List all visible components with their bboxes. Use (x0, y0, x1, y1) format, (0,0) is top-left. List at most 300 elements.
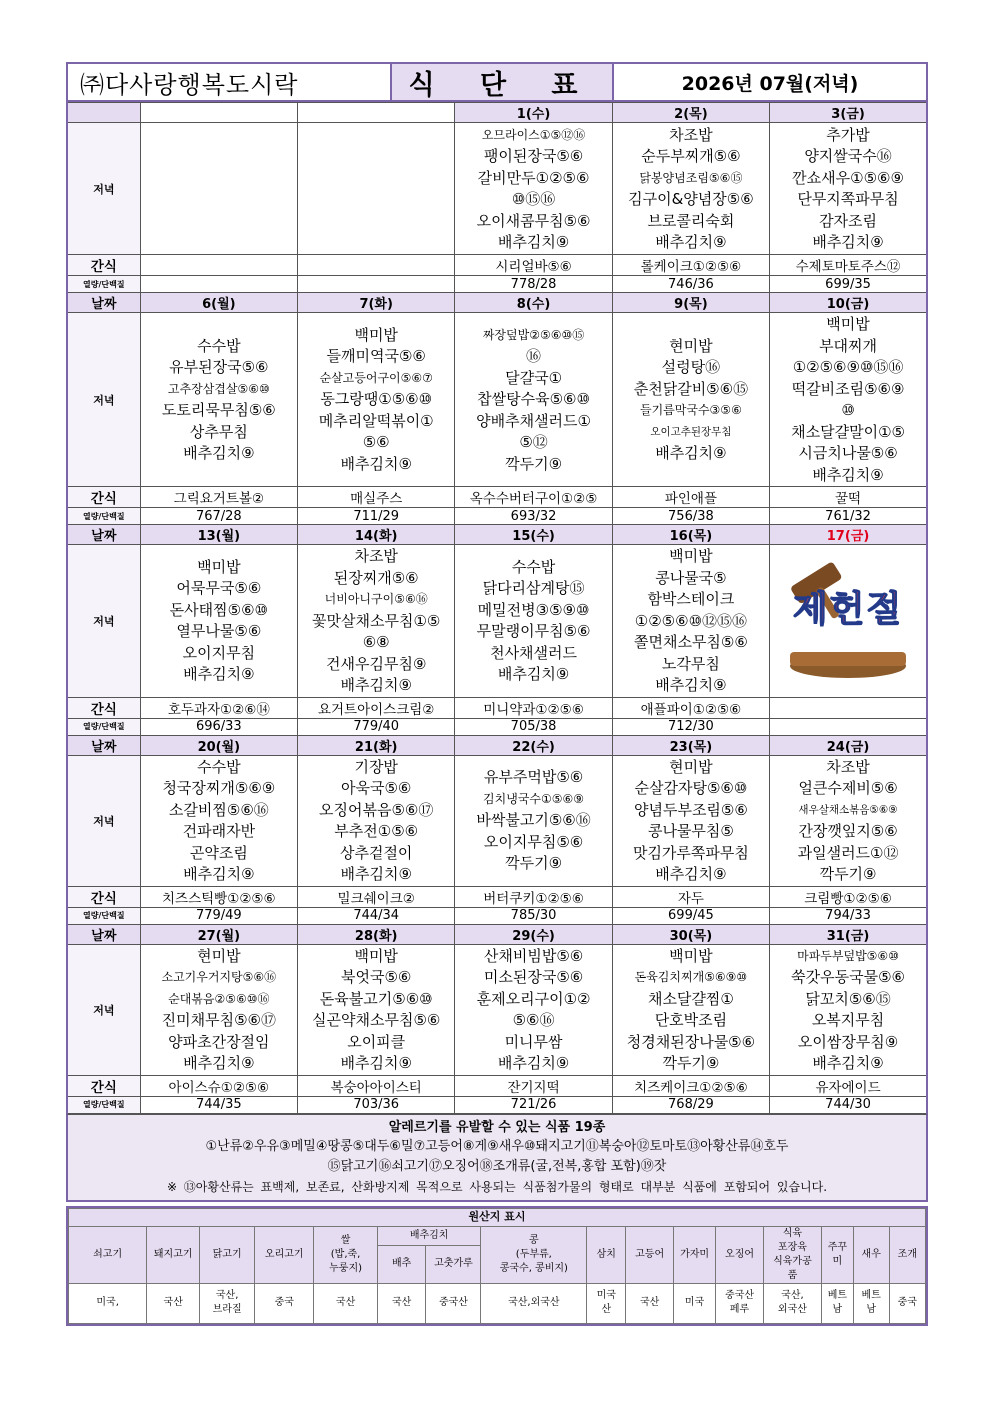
menu-item: 배추김치⑨ (497, 665, 570, 684)
origin-val-chicken-1: 국산, (215, 1290, 239, 1301)
calorie-cell: 699/35 (770, 276, 927, 293)
dinner-cell (140, 123, 297, 255)
snack-cell (770, 697, 927, 718)
origin-head-mackerel-pike: 삼치 (587, 1226, 626, 1283)
origin-val-processed-2: 외국산 (777, 1304, 807, 1315)
menu-item: 아욱국⑤⑥ (341, 779, 412, 797)
menu-item: 배추김치⑨ (812, 233, 884, 251)
menu-item: 청경채된장나물⑤⑥ (626, 1032, 756, 1051)
menu-item: 깐쇼새우①⑤⑥⑨ (792, 168, 904, 187)
menu-item: 꽃맛살채소무침①⑤ (312, 611, 441, 630)
origin-val-beef: 미국, (69, 1283, 147, 1323)
menu-item: 배추김치⑨ (497, 1054, 570, 1072)
menu-item: 오이고추된장무침 (650, 425, 732, 438)
calorie-cell: 744/35 (140, 1096, 297, 1113)
origin-head-processed-3: 식육가공 (773, 1255, 812, 1267)
calorie-cell: 705/38 (455, 718, 612, 735)
menu-item: 미니무쌈 (504, 1032, 563, 1051)
menu-item: 천사채샐러드 (490, 643, 578, 662)
origin-head-octopus (822, 1226, 854, 1283)
dinner-cell (455, 545, 612, 698)
menu-item: ⑥⑧ (362, 633, 390, 651)
menu-item: 양파초간장절임 (168, 1032, 270, 1051)
date-cell: 22(수) (455, 735, 612, 755)
menu-item: 산채비빔밥⑤⑥ (483, 946, 584, 965)
menu-item: 깍두기⑨ (505, 454, 563, 473)
menu-item: 쫄면채소무침⑤⑥ (633, 633, 748, 651)
menu-item: 채소달걀말이①⑤ (791, 422, 905, 441)
date-cell: 23(목) (612, 735, 769, 755)
snack-cell: 시리얼바⑤⑥ (455, 255, 612, 276)
snack-row (67, 487, 927, 508)
dinner-cell (298, 313, 455, 487)
menu-item: 백미밥 (669, 946, 713, 965)
menu-item: 마파두부덮밥⑤⑥⑩ (797, 948, 899, 963)
snack-row-label: 간식 (67, 487, 140, 508)
menu-item: 배추김치⑨ (340, 454, 412, 473)
origin-head-chicken: 닭고기 (200, 1226, 255, 1283)
snack-cell: 호두과자①②⑥⑭ (140, 697, 297, 718)
date-row (67, 735, 927, 755)
menu-item: 배추김치⑨ (183, 1054, 255, 1072)
dinner-cell (140, 944, 297, 1075)
origin-val-clam: 중국 (889, 1283, 925, 1323)
origin-val-mackerel-pike-1: 미국 (596, 1290, 616, 1301)
dinner-cell (770, 123, 927, 255)
origin-val-pork: 국산 (147, 1283, 200, 1323)
menu-item: 도토리묵무침⑤⑥ (161, 401, 276, 419)
origin-head-mackerel: 고등어 (626, 1226, 674, 1283)
menu-item: 깍두기⑨ (505, 854, 563, 873)
snack-row (67, 255, 927, 276)
date-row-label: 날짜 (67, 293, 140, 313)
menu-item: 떡갈비조림⑤⑥⑨ (791, 379, 905, 398)
menu-item: 무말랭이무침⑤⑥ (476, 622, 591, 641)
origin-table (66, 1206, 928, 1326)
menu-item: 달걀국① (505, 368, 563, 387)
holiday-label: 제헌절 (792, 589, 904, 631)
calorie-row (67, 1096, 927, 1113)
menu-item: 유부된장국⑤⑥ (169, 358, 269, 376)
menu-item: ①②⑤⑥⑨⑩⑮⑯ (792, 358, 904, 376)
snack-row-label: 간식 (67, 255, 140, 276)
origin-head-croaker: 가자미 (673, 1226, 715, 1283)
menu-item: 유부주먹밥⑤⑥ (483, 768, 584, 787)
origin-head-cabbage: 배추 (377, 1245, 426, 1283)
menu-item: 브로콜리숙회 (647, 211, 735, 230)
origin-val-duck: 중국 (255, 1283, 314, 1323)
calorie-cell: 756/38 (612, 508, 769, 525)
calorie-row (67, 718, 927, 735)
menu-item: 배추김치⑨ (340, 676, 412, 694)
origin-val-chicken (200, 1283, 255, 1323)
date-cell: 17(금) (770, 525, 927, 545)
snack-cell: 옥수수버터구이①②⑤ (455, 487, 612, 508)
origin-title: 원산지 표시 (69, 1208, 926, 1226)
snack-cell: 매실주스 (298, 487, 455, 508)
menu-item: 백미밥 (354, 946, 398, 965)
menu-item: 오징어볶음⑤⑥⑰ (319, 800, 434, 819)
menu-item: 순살고등어구이⑤⑥⑦ (319, 370, 433, 385)
menu-item: 너비아니구이⑤⑥⑯ (324, 592, 428, 606)
origin-head-bean-label: 콩 (529, 1234, 539, 1246)
snack-cell (298, 255, 455, 276)
origin-head-beef: 쇠고기 (69, 1226, 147, 1283)
calorie-cell: 767/28 (140, 508, 297, 525)
calorie-cell: 785/30 (455, 907, 612, 924)
menu-item: 어묵무국⑤⑥ (176, 579, 262, 598)
snack-cell: 꿀떡 (770, 487, 927, 508)
dinner-row-label: 저녁 (67, 313, 140, 487)
menu-item: 배추김치⑨ (340, 1054, 412, 1072)
menu-item: 오이지무침 (182, 643, 256, 662)
calorie-cell (298, 276, 455, 293)
dinner-row-label: 저녁 (67, 755, 140, 886)
origin-val-octopus-1: 베트 (827, 1290, 848, 1301)
menu-item: 배추김치⑨ (812, 1054, 884, 1072)
menu-item: ⑤⑥ (362, 433, 390, 452)
date-row (67, 293, 927, 313)
origin-val-cabbage: 국산 (377, 1283, 426, 1323)
menu-item: 수수밥 (197, 336, 241, 355)
date-cell: 14(화) (298, 525, 455, 545)
menu-item: 김구이&양념장⑤⑥ (628, 190, 754, 208)
menu-item: 청국장찌개⑤⑥⑨ (162, 779, 276, 797)
origin-head-octopus-2: 미 (832, 1255, 843, 1267)
calorie-cell: 721/26 (455, 1096, 612, 1113)
menu-item: 배추김치⑨ (183, 444, 255, 462)
calorie-row-label: 열량/단백질 (67, 718, 140, 735)
dinner-cell (770, 313, 927, 487)
origin-head-kimchi: 배추김치 (377, 1226, 481, 1245)
menu-item: 동그랑땡①⑤⑥⑩ (320, 390, 433, 409)
menu-item: 춘천닭갈비⑤⑥⑮ (633, 379, 749, 398)
dinner-row (67, 545, 927, 698)
dinner-cell (612, 545, 769, 698)
menu-period: 2026년 07월(저녁) (681, 72, 859, 95)
calorie-cell: 712/30 (612, 718, 769, 735)
menu-item: 오이쌈장무침⑨ (797, 1032, 899, 1051)
menu-item: 양념두부조림⑤⑥ (633, 800, 748, 819)
date-cell: 28(화) (298, 924, 455, 944)
snack-cell: 미니약과①②⑤⑥ (455, 697, 612, 718)
calorie-row (67, 907, 927, 924)
menu-item: 배추김치⑨ (340, 865, 412, 883)
header (66, 62, 928, 102)
snack-cell: 밀크쉐이크② (298, 886, 455, 907)
snack-cell: 버터쿠키①②⑤⑥ (455, 886, 612, 907)
menu-item: 돈육김치찌개⑤⑥⑨⑩ (634, 970, 748, 984)
origin-val-octopus-2: 남 (832, 1304, 843, 1315)
menu-item: 오이지무침⑤⑥ (483, 832, 584, 851)
calorie-cell: 779/49 (140, 907, 297, 924)
menu-item: 차조밥 (826, 757, 870, 776)
date-cell: 20(월) (140, 735, 297, 755)
date-cell: 29(수) (455, 924, 612, 944)
menu-item: 감자조림 (819, 211, 878, 230)
origin-head-bean (481, 1226, 587, 1283)
menu-item: 단무지쪽파무침 (797, 190, 899, 208)
date-cell: 7(화) (298, 293, 455, 313)
menu-item: ⑤⑫ (519, 433, 548, 452)
calorie-cell: 744/34 (298, 907, 455, 924)
calorie-row-label: 열량/단백질 (67, 508, 140, 525)
calorie-row-label: 열량/단백질 (67, 907, 140, 924)
menu-item: 노각무침 (661, 654, 720, 673)
snack-cell: 자두 (612, 886, 769, 907)
date-row (67, 924, 927, 944)
origin-val-chili: 중국산 (426, 1283, 481, 1323)
origin-val-processed (763, 1283, 821, 1323)
menu-item: 추가밥 (826, 125, 870, 144)
calorie-cell (140, 276, 297, 293)
menu-sheet (66, 62, 928, 1326)
snack-cell: 유자에이드 (770, 1075, 927, 1096)
menu-item: 상추무침 (189, 422, 248, 441)
calorie-cell: 778/28 (455, 276, 612, 293)
menu-item: 열무나물⑤⑥ (176, 622, 262, 641)
menu-item: ⑤⑥⑯ (512, 1011, 555, 1029)
dinner-cell (770, 545, 927, 698)
snack-cell: 치즈스틱빵①②⑤⑥ (140, 886, 297, 907)
menu-item: 부대찌개 (819, 336, 878, 355)
origin-head-rice-sub: (밥,죽, (330, 1248, 361, 1260)
dinner-cell (455, 123, 612, 255)
page-title: 식 단 표 (390, 64, 614, 100)
menu-item: 진미채무침⑤⑥⑰ (161, 1011, 277, 1029)
menu-item: 오복지무침 (811, 1011, 885, 1029)
snack-cell: 수제토마토주스⑫ (770, 255, 927, 276)
snack-cell: 파인애플 (612, 487, 769, 508)
dinner-cell (612, 313, 769, 487)
menu-item: 새우살채소볶음⑤⑥⑨ (798, 803, 898, 816)
dinner-cell (612, 755, 769, 886)
menu-item: 바싹불고기⑤⑥⑯ (476, 811, 591, 830)
snack-row (67, 1075, 927, 1096)
menu-item: 양지쌀국수⑯ (804, 147, 892, 165)
menu-item: ⑩ (841, 401, 855, 419)
origin-head-rice-label: 쌀 (340, 1234, 351, 1246)
snack-row-label: 간식 (67, 1075, 140, 1096)
origin-head-processed-2: 포장육 (777, 1241, 807, 1253)
origin-head-processed (763, 1226, 821, 1283)
date-cell: 15(수) (455, 525, 612, 545)
menu-item: 배추김치⑨ (655, 865, 727, 883)
origin-head-octopus-1: 주꾸 (827, 1241, 848, 1253)
menu-item: 메밀전병③⑤⑨⑩ (477, 600, 590, 619)
menu-item: 백미밥 (354, 325, 398, 344)
menu-item: 훈제오리구이①② (476, 989, 591, 1008)
menu-item: 닭다리삼계탕⑮ (482, 579, 585, 598)
origin-val-shrimp (853, 1283, 889, 1323)
calorie-row (67, 508, 927, 525)
dinner-row (67, 313, 927, 487)
menu-item: 순두부찌개⑤⑥ (641, 147, 741, 165)
menu-item: 팽이된장국⑤⑥ (483, 147, 584, 165)
dinner-cell (298, 755, 455, 886)
snack-row-label: 간식 (67, 697, 140, 718)
menu-item: 들기름막국수③⑤⑥ (640, 403, 742, 417)
date-row (67, 525, 927, 545)
menu-item: 배추김치⑨ (655, 233, 727, 251)
snack-cell (140, 255, 297, 276)
snack-row (67, 697, 927, 718)
date-cell: 2(목) (612, 103, 769, 123)
snack-cell: 크림빵①②⑤⑥ (770, 886, 927, 907)
menu-item: 간장깻잎지⑤⑥ (798, 822, 898, 840)
menu-item: 맛김가루쪽파무침 (632, 843, 749, 862)
snack-cell: 애플파이①②⑤⑥ (612, 697, 769, 718)
dinner-cell (455, 313, 612, 487)
menu-item: 채소달걀찜① (647, 989, 734, 1008)
origin-head-chili: 고춧가루 (426, 1245, 481, 1283)
menu-item: 백미밥 (826, 315, 870, 333)
origin-val-mackerel-pike (587, 1283, 626, 1323)
date-cell: 6(월) (140, 293, 297, 313)
menu-item: 배추김치⑨ (655, 444, 727, 462)
menu-item: 순대볶음②⑤⑥⑩⑯ (168, 991, 270, 1006)
origin-val-rice: 국산 (314, 1283, 377, 1323)
dinner-cell (455, 755, 612, 886)
menu-item: 된장찌개⑤⑥ (333, 568, 419, 587)
calorie-row-label: 열량/단백질 (67, 1096, 140, 1113)
menu-item: 기장밥 (354, 757, 398, 776)
menu-item: 실곤약채소무침⑤⑥ (312, 1011, 441, 1029)
menu-item: 양배추채샐러드① (476, 411, 591, 430)
snack-row (67, 886, 927, 907)
date-cell: 24(금) (770, 735, 927, 755)
snack-cell: 요거트아이스크림② (298, 697, 455, 718)
menu-item: 김치냉국수①⑤⑥⑨ (483, 791, 585, 806)
calorie-cell: 699/45 (612, 907, 769, 924)
dinner-cell (770, 755, 927, 886)
menu-item: 단호박조림 (654, 1011, 728, 1029)
menu-item: 콩나물무침⑤ (647, 822, 734, 840)
allergy-list-2: ⑮닭고기⑯쇠고기⑰오징어⑱조개류(굴,전복,홍합 포함)⑲잣 (327, 1158, 667, 1174)
menu-item: 쑥갓우동국물⑤⑥ (791, 968, 905, 986)
menu-item: 깍두기⑨ (819, 865, 877, 883)
date-cell: 13(월) (140, 525, 297, 545)
origin-val-shrimp-2: 남 (866, 1304, 877, 1315)
date-cell: 16(목) (612, 525, 769, 545)
date-cell (298, 103, 455, 123)
calorie-cell: 693/32 (455, 508, 612, 525)
menu-item: 차조밥 (354, 547, 398, 565)
menu-item: 배추김치⑨ (655, 676, 727, 694)
date-row-label: 날짜 (67, 924, 140, 944)
origin-head-rice (314, 1226, 377, 1283)
menu-item: 현미밥 (669, 336, 713, 355)
menu-item: 닭꼬치⑤⑥⑮ (805, 989, 891, 1008)
date-row (67, 103, 927, 123)
calorie-cell: 711/29 (298, 508, 455, 525)
menu-item: 함박스테이크 (647, 590, 735, 608)
menu-item: 현미밥 (197, 946, 241, 965)
dinner-cell (140, 545, 297, 698)
dinner-cell (612, 944, 769, 1075)
origin-val-croaker: 미국 (673, 1283, 715, 1323)
menu-item: 차조밥 (669, 125, 713, 144)
date-cell: 31(금) (770, 924, 927, 944)
dinner-cell (455, 944, 612, 1075)
menu-item: 북엇국⑤⑥ (341, 968, 412, 986)
date-row-label (67, 103, 140, 123)
menu-item: 짜장덮밥②⑤⑥⑩⑮ (482, 327, 585, 342)
menu-item: 배추김치⑨ (497, 233, 570, 251)
dinner-row (67, 123, 927, 255)
menu-item: 수수밥 (511, 557, 556, 576)
company-name: ㈜다사랑행복도시락 (80, 70, 299, 99)
menu-item: 깍두기⑨ (662, 1054, 720, 1072)
calorie-cell: 794/33 (770, 907, 927, 924)
origin-head-squid: 오징어 (716, 1226, 764, 1283)
snack-cell: 복숭아아이스티 (298, 1075, 455, 1096)
date-cell: 1(수) (455, 103, 612, 123)
menu-item: 배추김치⑨ (183, 865, 255, 883)
snack-cell: 그릭요거트볼② (140, 487, 297, 508)
menu-item: 돈사태찜⑤⑥⑩ (169, 600, 268, 619)
origin-head-bean-sub2: 콩국수, 콩비지) (499, 1262, 568, 1274)
dinner-cell (140, 313, 297, 487)
menu-item: 배추김치⑨ (812, 465, 884, 484)
dinner-cell (140, 755, 297, 886)
menu-item: 들깨미역국⑤⑥ (326, 347, 426, 366)
calorie-cell: 779/40 (298, 718, 455, 735)
menu-item: 얼큰수제비⑤⑥ (798, 779, 898, 797)
menu-item: 건파래자반 (182, 822, 256, 840)
origin-val-squid-1: 중국산 (725, 1290, 755, 1301)
calorie-cell: 703/36 (298, 1096, 455, 1113)
menu-item: 메추리알떡볶이① (318, 411, 434, 430)
dinner-row (67, 944, 927, 1075)
origin-val-shrimp-1: 베트 (861, 1290, 881, 1301)
origin-head-duck: 오리고기 (255, 1226, 314, 1283)
calorie-row (67, 276, 927, 293)
menu-item: 갈비만두①②⑤⑥ (477, 168, 590, 187)
calorie-cell: 746/36 (612, 276, 769, 293)
origin-val-squid (716, 1283, 764, 1323)
menu-item: 배추김치⑨ (183, 665, 255, 684)
dinner-cell (298, 545, 455, 698)
origin-val-mackerel: 국산 (626, 1283, 674, 1323)
origin-head-pork: 돼지고기 (147, 1226, 200, 1283)
date-row-label: 날짜 (67, 735, 140, 755)
menu-item: 찹쌀탕수육⑤⑥⑩ (477, 390, 590, 409)
menu-item: 시금치나물⑤⑥ (798, 444, 898, 462)
allergy-note: ※ ⑬아황산류는 표백제, 보존료, 산화방지제 목적으로 사용되는 식품첨가물의 형태로 대부분 식품에 포함되어 있습니다. (166, 1179, 828, 1194)
origin-head-clam: 조개 (889, 1226, 925, 1283)
menu-item: 오이새콤무침⑤⑥ (476, 211, 591, 230)
menu-item: 미소된장국⑤⑥ (483, 968, 584, 986)
date-cell: 30(목) (612, 924, 769, 944)
menu-item: 부추전①⑤⑥ (334, 822, 419, 840)
menu-item: 곤약조림 (189, 843, 248, 862)
holiday-badge (771, 546, 925, 696)
origin-head-bean-sub: (두부류, (515, 1248, 552, 1260)
origin-head-rice-sub2: 누룽지) (329, 1262, 363, 1274)
calorie-cell: 744/30 (770, 1096, 927, 1113)
dinner-cell (298, 123, 455, 255)
origin-val-processed-1: 국산, (781, 1290, 804, 1301)
snack-cell: 치즈케이크①②⑤⑥ (612, 1075, 769, 1096)
dinner-cell (770, 944, 927, 1075)
dinner-cell (298, 944, 455, 1075)
date-cell: 9(목) (612, 293, 769, 313)
date-cell (140, 103, 297, 123)
menu-item: 과일샐러드①⑫ (797, 843, 899, 862)
origin-val-mackerel-pike-2: 산 (601, 1304, 612, 1315)
menu-item: 상추겉절이 (339, 843, 413, 862)
